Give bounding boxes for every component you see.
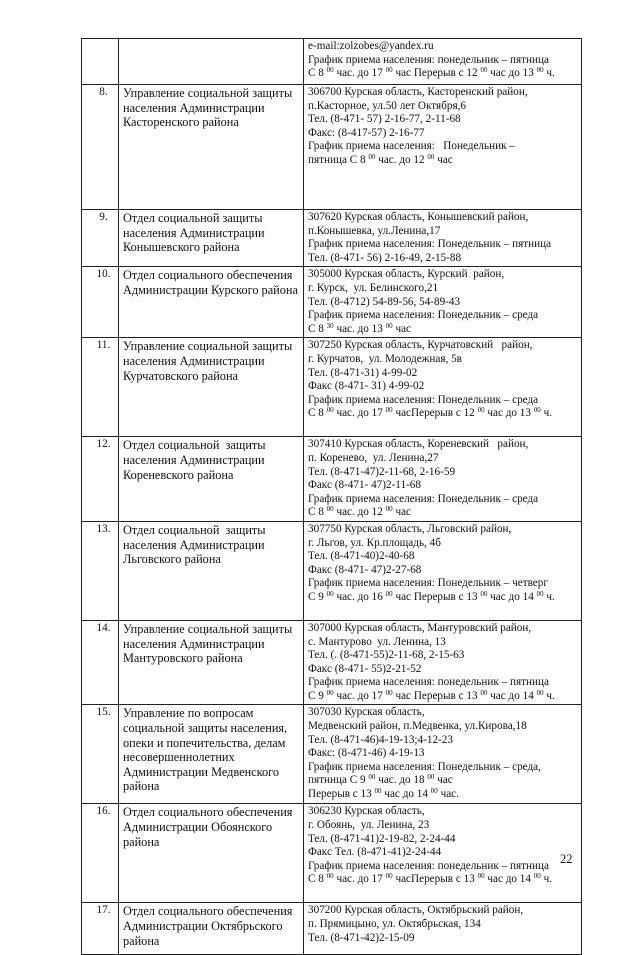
contact-line: 306700 Курская область, Касторенский район, [308, 86, 528, 98]
contact-line: С 8 $^{00}$ час. до 17 $^{00}$ час Перерыв с 12 $^{00}$ час до 13 $^{00}$ ч. [308, 66, 555, 80]
contact-line: С 8 $^{00}$ час. до 12 $^{00}$ час [308, 505, 412, 519]
row-number-cell [82, 267, 119, 338]
row-number-cell [82, 85, 119, 210]
row-number: 14. [96, 621, 111, 634]
office-name-cell [119, 39, 304, 85]
contact-line: г. Курчатов, ул. Молодежная, 5в [308, 352, 462, 365]
contact-line: Факс: (8-417-57) 2-16-77 [308, 126, 425, 139]
contact-line: 307750 Курская область, Льговский район, [308, 522, 512, 535]
row-number: 12. [96, 438, 111, 451]
row-number: 11. [96, 339, 111, 352]
contact-line: Тел. (8-471-46)4-19-13;4-12-23 [308, 733, 453, 746]
contact-line: С 8 $^{30}$ час. до 13 $^{00}$ час [308, 321, 412, 335]
contact-line: п.Касторное, ул.50 лет Октября,6 [308, 99, 467, 112]
contact-line: п. Прямицыно, ул. Октябрьская, 134 [308, 918, 481, 931]
office-name: Управление социальной защиты населения Администрации Касторенского района [119, 85, 304, 210]
table-row [82, 620, 582, 705]
table-row [82, 521, 582, 620]
table-row [82, 804, 582, 903]
contact-info-cell [304, 903, 582, 955]
contact-line: С 8 $^{00}$ час. до 17 $^{00}$ часПерерыв с 13 $^{00}$ час до 14 $^{00}$ ч. [308, 872, 553, 886]
contact-line: График приема населения: Понедельник – среда, [308, 760, 541, 773]
table-row-continued [82, 39, 582, 85]
row-number-cell [82, 39, 119, 85]
contact-line: Факс: (8-471-46) 4-19-13 [308, 747, 425, 760]
table-row [82, 267, 582, 338]
contact-info-cell [304, 85, 582, 210]
row-number-cell [82, 338, 119, 437]
row-number-cell [82, 804, 119, 903]
office-name: Отдел социального обеспечения Администрации Октябрьского района [119, 903, 304, 955]
contact-line: С 8 $^{00}$ час. до 17 $^{00}$ часПерерыв с 12 $^{00}$ час до 13 $^{00}$ ч. [308, 406, 553, 420]
contact-line: Тел. (8-471-31) 4-99-02 [308, 366, 418, 379]
contact-info-cell [304, 210, 582, 267]
contact-line: п. Коренево, ул. Ленина,27 [308, 451, 439, 464]
contact-line: График приема населения: Понедельник – [308, 140, 515, 153]
row-number-cell [82, 437, 119, 522]
contact-info-cell [304, 804, 582, 903]
contact-info-cell [304, 521, 582, 620]
contact-line: График приема населения: понедельник – пятница [308, 53, 549, 66]
contact-line: График приема населения: Понедельник – четверг [308, 577, 548, 590]
contact-line: График приема населения: понедельник – пятница [308, 859, 549, 872]
contact-info-cell [304, 267, 582, 338]
contact-line: Факс Тел. (8-471-41)2-24-44 [308, 846, 442, 859]
table-row [82, 85, 582, 210]
row-number-cell [82, 210, 119, 267]
contact-line: 307410 Курская область, Кореневский район, [308, 438, 529, 451]
contact-line: Тел. (8-471-42)2-15-09 [308, 931, 415, 944]
office-name: Управление социальной защиты населения Администрации Курчатовского района [119, 338, 304, 437]
contact-line: Тел. (8-471-47)2-11-68, 2-16-59 [308, 465, 456, 478]
office-name: Отдел социальной защиты населения Администрации Льговского района [119, 521, 304, 620]
office-name: Отдел социальной защиты населения Администрации Кореневского района [119, 437, 304, 522]
contact-line: Факс (8-471- 31) 4-99-02 [308, 380, 425, 393]
contact-line: 307250 Курская область, Курчатовский район, [308, 339, 533, 352]
contact-line: Тел. (8-471-41)2-19-82, 2-24-44 [308, 832, 456, 845]
contact-line: График приема населения: Понедельник – среда [308, 309, 539, 322]
offices-table-body [82, 39, 582, 955]
contact-line: Тел. (8-471- 56) 2-16-49, 2-15-88 [308, 251, 462, 264]
row-number: 15. [96, 706, 111, 719]
contact-line: Факс (8-471- 47)2-27-68 [308, 563, 422, 576]
contact-line: График приема населения: Понедельник – пятница [308, 238, 552, 251]
contact-line: 307030 Курская область, [308, 706, 425, 719]
row-number: 9. [99, 211, 108, 223]
row-number: 17. [96, 904, 111, 917]
office-name: Управление социальной защиты населения Администрации Мантуровского района [119, 620, 304, 705]
contact-line: пятница С 9 $^{00}$ час. до 18 $^{00}$ час [308, 773, 453, 787]
contact-line: 305000 Курская область, Курский район, [308, 268, 505, 281]
contact-line: С 9 $^{00}$ час. до 16 $^{00}$ час Перерыв с 13 $^{00}$ час до 14 $^{00}$ ч. [308, 589, 555, 603]
row-number: 13. [96, 522, 111, 535]
contact-line: г. Курск, ул. Белинского,21 [308, 281, 439, 294]
contact-line: Перерыв с 13 $^{00}$ час до 14 $^{00}$ час. [308, 787, 459, 801]
contact-line: п.Конышевка, ул.Ленина,17 [308, 224, 441, 237]
contact-info-cell [304, 705, 582, 804]
contact-info-cell [304, 437, 582, 522]
contact-line: Тел. (8-471- 57) 2-16-77, 2-11-68 [308, 113, 461, 126]
contact-line: пятница С 8 $^{00}$ час. до 12 $^{00}$ час [308, 152, 453, 166]
contact-line: Факс (8-471- 55)2-21-52 [308, 662, 422, 675]
contact-line: Факс (8-471- 47)2-11-68 [308, 479, 421, 492]
contact-line: График приема населения: понедельник – пятница [308, 676, 549, 689]
office-name: Отдел социальной защиты населения Администрации Конышевского района [119, 210, 304, 267]
contact-line: График приема населения: Понедельник – среда [308, 492, 539, 505]
row-number-cell [82, 903, 119, 955]
contact-line: Тел. (8-4712) 54-89-56, 54-89-43 [308, 295, 461, 308]
contact-line: Тел. (. (8-471-55)2-11-68, 2-15-63 [308, 649, 465, 662]
contact-line: e-mail:zolzobes@yandex.ru [308, 40, 434, 52]
contact-line: С 9 $^{00}$ час. до 17 $^{00}$ час Перерыв с 13 $^{00}$ час до 14 $^{00}$ ч. [308, 688, 555, 702]
table-row [82, 338, 582, 437]
row-number-cell [82, 521, 119, 620]
contact-line: 307000 Курская область, Мантуровский район, [308, 621, 532, 634]
row-number: 8. [99, 86, 108, 98]
table-row [82, 705, 582, 804]
contact-info-cell [304, 39, 582, 85]
page-number: 22 [560, 852, 573, 866]
office-name: Управление по вопросам социальной защиты населения, опеки и попечительства, делам несовершеннолетних Администрации Медвенского района [119, 705, 304, 804]
contact-line: График приема населения: Понедельник – среда [308, 393, 539, 406]
table-row [82, 210, 582, 267]
contact-line: с. Мантурово ул. Ленина, 13 [308, 635, 446, 648]
row-number-cell [82, 620, 119, 705]
contact-line: Медвенский район, п.Медвенка, ул.Кирова,18 [308, 720, 527, 733]
table-row [82, 437, 582, 522]
offices-table [81, 38, 582, 955]
row-number: 16. [96, 805, 111, 818]
contact-line: 307200 Курская область, Октябрьский район, [308, 904, 524, 917]
contact-line: г. Льгов, ул. Кр.площадь, 4б [308, 536, 441, 549]
table-row [82, 903, 582, 955]
contact-line: Тел. (8-471-40)2-40-68 [308, 550, 415, 563]
row-number: 10. [96, 268, 111, 281]
contact-line: 306230 Курская область, [308, 805, 425, 818]
contact-info-cell [304, 338, 582, 437]
office-name: Отдел социального обеспечения Администрации Обоянского района [119, 804, 304, 903]
row-number-cell [82, 705, 119, 804]
contact-line: г. Обоянь, ул. Ленина, 23 [308, 819, 430, 832]
contact-info-cell [304, 620, 582, 705]
contact-line: 307620 Курская область, Конышевский район, [308, 211, 529, 223]
office-name: Отдел социального обеспечения Администрации Курского района [119, 267, 304, 338]
